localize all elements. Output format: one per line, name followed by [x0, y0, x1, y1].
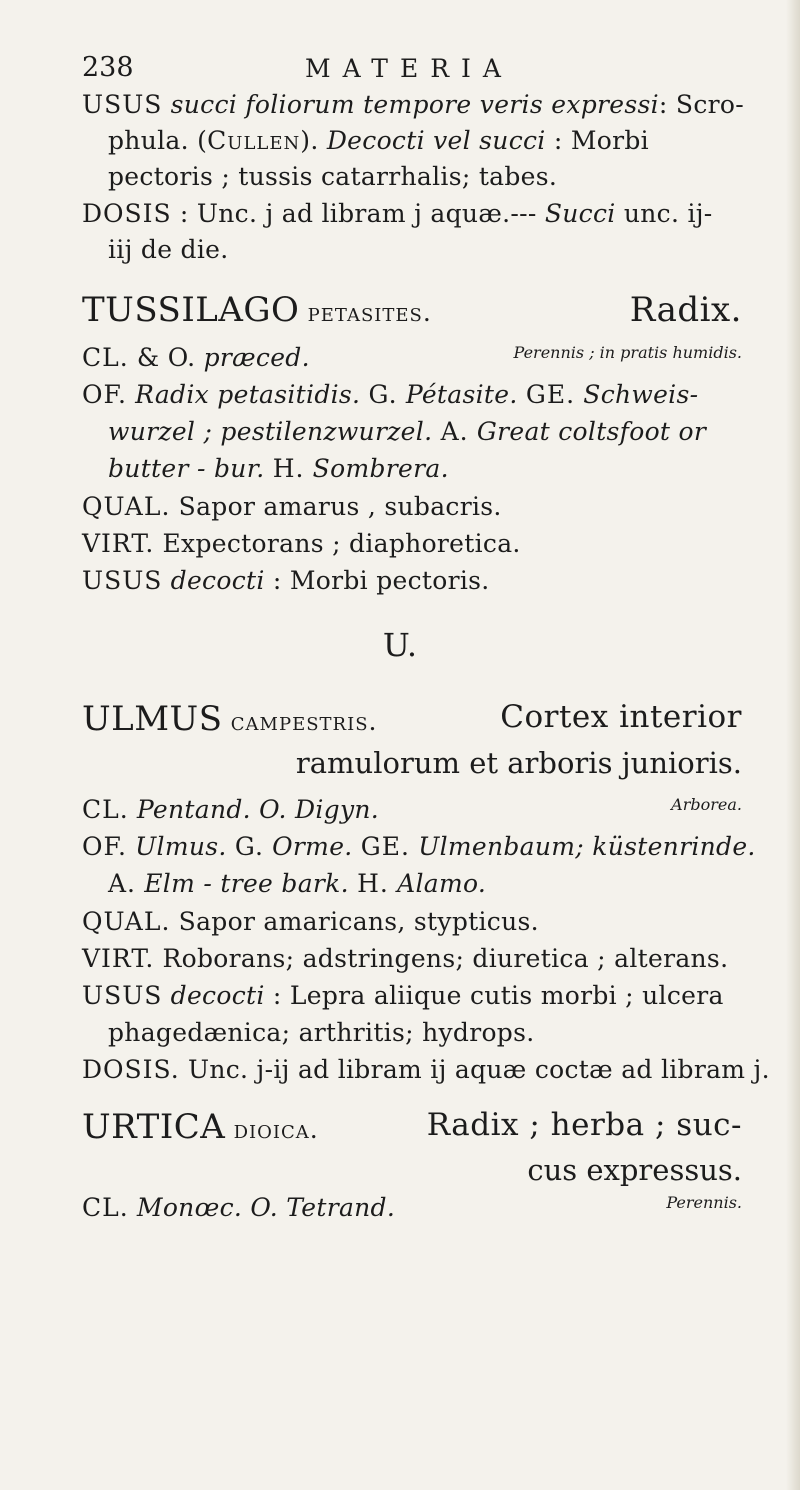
ulmus-dosis: DOSIS. Unc. j-ij ad libram ij aquæ coctæ ad libram j. [82, 1055, 770, 1084]
section-letter: U. [382, 626, 418, 664]
tussilago-names-2: wurzel ; pestilenzwurzel. A. Great coltsfoot or [108, 417, 707, 446]
tussilago-qual: QUAL. Sapor amarus , subacris. [82, 492, 502, 521]
ulmus-cl: CL. Pentand. O. Digyn. [82, 795, 380, 824]
ulmus-heading: ULMUS campestris. [82, 699, 378, 739]
tussilago-names-1: OF. Radix petasitidis. G. Pétasite. GE. Schweis- [82, 380, 699, 409]
tussilago-habitat: Perennis ; in pratis humidis. [513, 343, 742, 362]
urtica-heading: URTICA dioica. [82, 1107, 319, 1147]
usus-line-2: phula. (Cullen). Decocti vel succi : Morbi [108, 126, 649, 155]
urtica-part-1: Radix ; herba ; suc- [426, 1107, 742, 1143]
usus-line-1: USUS succi foliorum tempore veris expressi: Scro- [82, 90, 744, 119]
tussilago-virt: VIRT. Expectorans ; diaphoretica. [82, 529, 521, 558]
page-number: 238 [82, 52, 134, 83]
tussilago-usus: USUS decocti : Morbi pectoris. [82, 566, 490, 595]
ulmus-qual: QUAL. Sapor amaricans, stypticus. [82, 907, 539, 936]
tussilago-names-3: butter - bur. H. Sombrera. [108, 454, 449, 483]
ulmus-part-2: ramulorum et arboris junioris. [295, 746, 742, 780]
running-title: MATERIA [305, 54, 513, 83]
urtica-part-2: cus expressus. [527, 1153, 742, 1187]
ulmus-names-2: A. Elm - tree bark. H. Alamo. [108, 869, 487, 898]
page-edge-shadow [786, 0, 800, 1490]
urtica-habit: Perennis. [666, 1193, 742, 1212]
ulmus-part-1: Cortex interior [500, 699, 742, 735]
ulmus-usus: USUS decocti : Lepra aliique cutis morbi ; ulcera [82, 981, 724, 1010]
tussilago-cl: CL. & O. præced. [82, 343, 310, 372]
usus-line-3: pectoris ; tussis catarrhalis; tabes. [108, 162, 558, 191]
tussilago-heading: TUSSILAGO petasites. [82, 290, 432, 330]
dosis-line-1: DOSIS : Unc. j ad libram j aquæ.--- Succi unc. ij- [82, 199, 713, 228]
ulmus-habit: Arborea. [671, 795, 742, 814]
ulmus-usus-2: phagedænica; arthritis; hydrops. [108, 1018, 535, 1047]
ulmus-virt: VIRT. Roborans; adstringens; diuretica ; alterans. [82, 944, 729, 973]
urtica-cl: CL. Monœc. O. Tetrand. [82, 1193, 396, 1222]
ulmus-names-1: OF. Ulmus. G. Orme. GE. Ulmenbaum; küstenrinde. [82, 832, 756, 861]
dosis-line-2: iij de die. [108, 235, 229, 264]
tussilago-part: Radix. [629, 290, 742, 330]
